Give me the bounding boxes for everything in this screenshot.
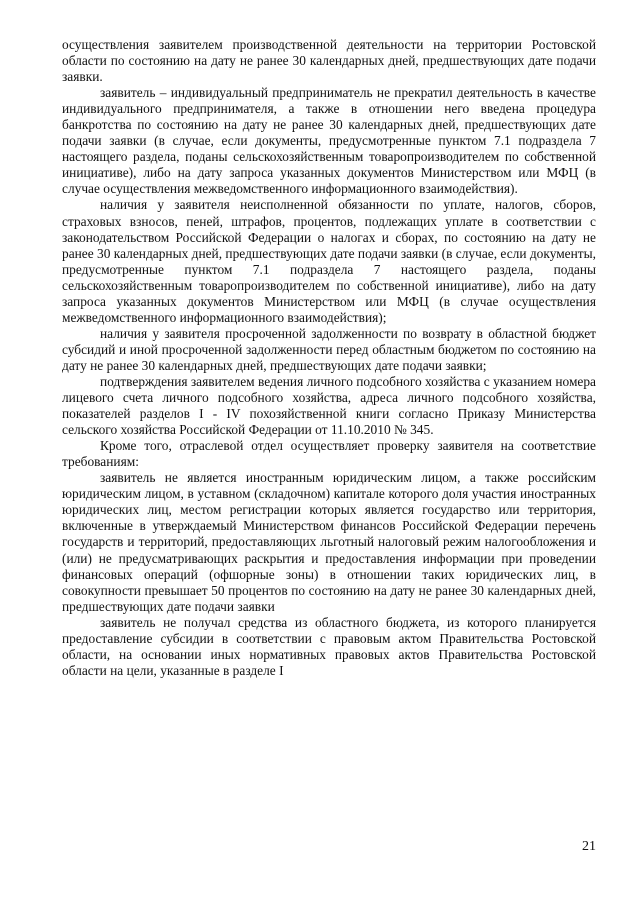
paragraph-2: заявитель – индивидуальный предприниматель не прекратил деятельность в качестве индивидуального предпринимателя, а также в отношении него введена процедура банкротства по состоянию на дату не ранее 30 календарных дней, предшествующих дате подачи заявки (в случае, если документы, предусмотренные пунктом 7.1 подраздела 7 настоящего раздела, поданы сельскохозяйственным товаропроизводителем по собственной инициативе), либо на дату запроса указанных документов Министерством или МФЦ (в случае осуществления межведомственного информационного взаимодействия). [62, 85, 596, 197]
paragraph-8: заявитель не получал средства из областного бюджета, из которого планируется предоставление субсидии в соответствии с правовым актом Правительства Ростовской области, на основании иных нормативных правовых актов Правительства Ростовской области на цели, указанные в разделе I [62, 614, 596, 678]
paragraph-4: наличия у заявителя просроченной задолженности по возврату в областной бюджет субсидий и иной просроченной задолженности перед областным бюджетом по состоянию на дату не ранее 30 календарных дней, предшествующих дате подачи заявки; [62, 325, 596, 373]
page-number: 21 [582, 839, 596, 854]
paragraph-5: подтверждения заявителем ведения личного подсобного хозяйства с указанием номера лицевого счета личного подсобного хозяйства, адреса личного подсобного хозяйства, показателей разделов I - IV похозяйственной книги согласно Приказу Министерства сельского хозяйства Российской Федерации от 11.10.2010 № 345. [62, 373, 597, 438]
paragraph-7: заявитель не является иностранным юридическим лицом, а также российским юридическим лицом, в уставном (складочном) капитале которого доля участия иностранных юридических лиц, местом регистрации которых является государство или территория, включенные в утверждаемый Министерством финансов Российской Федерации перечень государств и территорий, предоставляющих льготный налоговый режим налогообложения и (или) не предусматривающих раскрытия и предоставления информации при проведении финансовых операций (офшорные зоны) в отношении таких юридических лиц, в совокупности превышает 50 процентов по состоянию на дату не ранее 30 календарных дней, предшествующих дате подачи заявки [62, 470, 596, 614]
paragraph-1: осуществления заявителем производственной деятельности на территории Ростовской области по состоянию на дату не ранее 30 календарных дней, предшествующих дате подачи заявки. [62, 37, 596, 85]
document-body [62, 37, 596, 679]
paragraph-6: Кроме того, отраслевой отдел осуществляет проверку заявителя на соответствие требованиям: [62, 438, 596, 470]
paragraph-3: наличия у заявителя неисполненной обязанности по уплате, налогов, сборов, страховых взносов, пеней, штрафов, процентов, подлежащих уплате в соответствии с законодательством Российской Федерации о налогах и сборах, по состоянию на дату не ранее 30 календарных дней, предшествующих дате подачи заявки (в случае, если документы, предусмотренные пунктом 7.1 подраздела 7 настоящего раздела, поданы сельскохозяйственным товаропроизводителем по собственной инициативе), либо на дату запроса указанных документов Министерством или МФЦ (в случае осуществления межведомственного информационного взаимодействия); [62, 197, 596, 325]
